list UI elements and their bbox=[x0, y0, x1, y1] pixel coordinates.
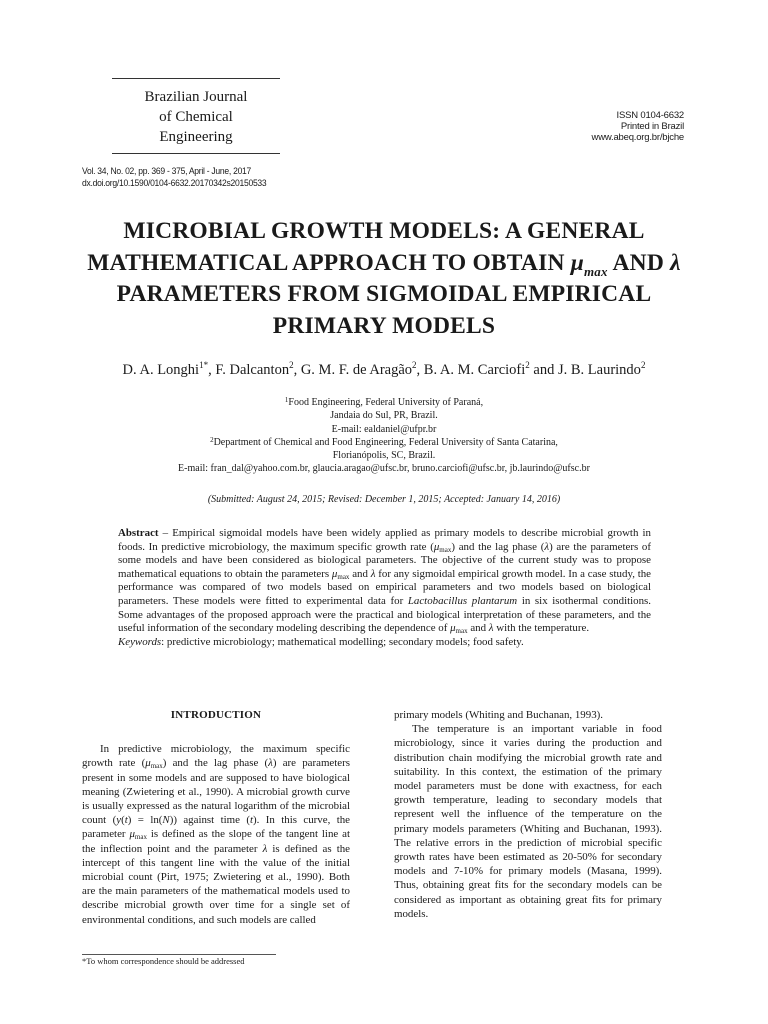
affiliation-1-line-2: Jandaia do Sul, PR, Brazil. bbox=[330, 410, 438, 422]
journal-name bbox=[112, 78, 280, 154]
journal-line-2: of Chemical bbox=[159, 109, 233, 125]
affiliation-1-email: E-mail: ealdaniel@ufpr.br bbox=[331, 423, 437, 435]
footnote: *To whom correspondence should be addressed bbox=[82, 956, 245, 966]
affiliation-2-line-2: Florianópolis, SC, Brazil. bbox=[332, 450, 436, 462]
affiliations bbox=[100, 396, 668, 476]
paper-title: MICROBIAL GROWTH MODELS: A GENERAL MATHEMATICAL APPROACH TO OBTAIN $\mu_{max}$ AND λ PARAMETERS FROM SIGMOIDAL EMPIRICAL PRIMARY MODELS bbox=[87, 218, 681, 339]
issn-number: ISSN 0104-6632 bbox=[616, 110, 684, 121]
submission-dates: (Submitted: August 24, 2015; Revised: December 1, 2015; Accepted: January 14, 2016) bbox=[207, 494, 561, 505]
keywords-label: Keywords bbox=[118, 635, 162, 648]
abstract-label: Abstract bbox=[118, 527, 159, 539]
author-4: B. A. M. Carciofi$^2$ and bbox=[423, 360, 558, 378]
author-2: F. Dalcanton$^2$, bbox=[215, 360, 301, 378]
intro-paragraph-1-continued: primary models (Whiting and Buchanan, 1993). bbox=[394, 709, 603, 721]
affiliation-2-email: E-mail: fran_dal@yahoo.com.br, glaucia.aragao@ufsc.br, bruno.carciofi@ufsc.br, jb.laurindo@ufsc.br bbox=[178, 463, 590, 475]
journal-url[interactable]: www.abeq.org.br/bjche bbox=[591, 132, 684, 143]
journal-line-1: Brazilian Journal bbox=[144, 89, 248, 105]
intro-paragraph-1: In predictive microbiology, the maximum specific growth rate $(\mu_{max})$ and the lag phase (λ) are parameters present in some models and are supposed to have biological meaning (Zwietering et al., 1990). A microbial growth curve is usually expressed as the natural logarithm of the microbial count (y(t) = ln(N)) against time (t). In this curve, the parameter $\mu_{max}$ is defined as the slope of the tangent line at the inflection point and the parameter λ is defined as the intercept of this tangent line with the value of the initial microbial count (Pirt, 1975; Zwietering et al., 1990). Both are the main parameters of the mathematical models used to describe microbial growth over time for a single set of environmental conditions, and such models are called bbox=[82, 743, 351, 926]
abstract-text: Abstract – Empirical sigmoidal models have been widely applied as primary models to describe microbial growth in foods. In predictive microbiology, the maximum specific growth rate $(\mu_{max})$ and the lag phase (λ) are the parameters of some models and have been considered as biological parameters. The objective of the current study was to propose mathematical equations to obtain the parameters $\mu_{max}$ and λ for any sigmoidal empirical growth model. In a case study, the performance was compared of two models based on empirical parameters and two models based on biological parameters. These models were fitted to experimental data for Lactobacillus plantarum in six isothermal conditions. Some advantages of the proposed approach were the practical and biological interpretation of these parameters, and the useful information of the secondary modeling describing the dependence of $\mu_{max}$ and λ with the temperature. bbox=[118, 527, 652, 636]
doi-line[interactable]: dx.doi.org/10.1590/0104-6632.20170342s20150533 bbox=[82, 178, 267, 189]
section-heading-introduction: INTRODUCTION bbox=[170, 709, 262, 721]
affiliation-1-line-1: $^1$Food Engineering, Federal University of Paraná, bbox=[284, 396, 484, 408]
volume-line: Vol. 34, No. 02, pp. 369 - 375, April - June, 2017 bbox=[82, 166, 252, 177]
abstract bbox=[118, 527, 651, 649]
journal-line-3: Engineering bbox=[159, 129, 233, 145]
footnote-divider bbox=[82, 954, 276, 955]
keywords: Keywords: predictive microbiology; mathematical modelling; secondary models; food safety. bbox=[118, 635, 524, 648]
affiliation-2-line-1: $^2$Department of Chemical and Food Engineering, Federal University of Santa Catarina, bbox=[210, 435, 558, 448]
author-1: D. A. Longhi$^{1*}$, bbox=[122, 360, 216, 378]
author-list bbox=[60, 360, 708, 380]
volume-info bbox=[82, 166, 266, 190]
author-3: G. M. F. de Aragão$^2$, bbox=[300, 360, 424, 378]
author-5: J. B. Laurindo$^2$ bbox=[557, 360, 646, 378]
column-left bbox=[82, 708, 350, 927]
issn-block bbox=[592, 110, 684, 143]
column-right bbox=[394, 708, 662, 921]
printed-in: Printed in Brazil bbox=[620, 121, 684, 132]
intro-paragraph-2: The temperature is an important variable in food microbiology, since it varies during the production and distribution chain modifying the microbial growth rate and suitability. In this context, the estimation of the primary model parameters must be done with exactness, for each growth temperature, leading to secondary models that represent well the influence of the temperature on the primary models parameters (Whiting and Buchanan, 1993). The relative errors in the prediction of microbial specific growth rates have been estimated as 20-50% for secondary models and 7-10% for primary models (Masana, 1999). Thus, obtaining great fits for the secondary models can be considered as important as obtaining great fits for primary models. bbox=[394, 723, 662, 920]
